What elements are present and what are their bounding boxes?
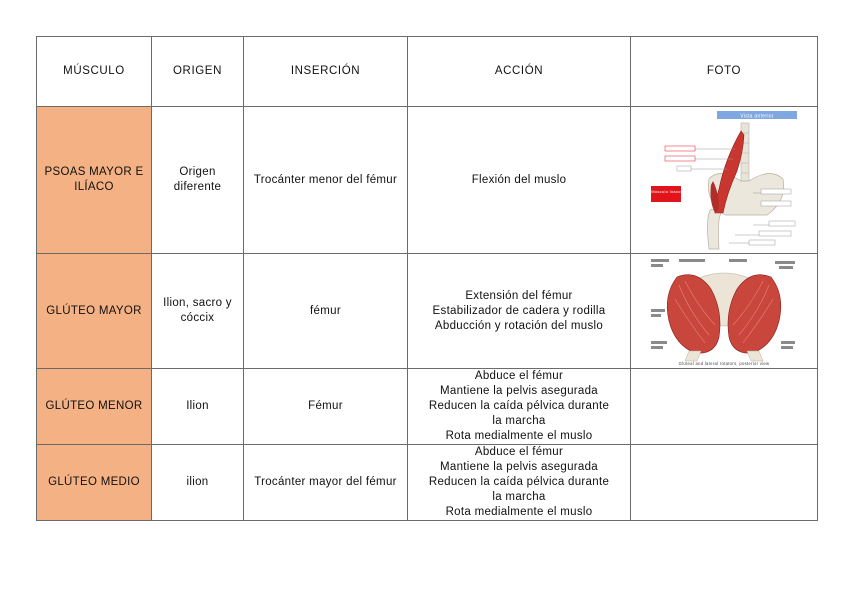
insertion-cell: Trocánter menor del fémur	[244, 107, 408, 254]
action-line: Abducción y rotación del muslo	[434, 319, 604, 332]
muscle-cell: GLÚTEO MENOR	[37, 369, 152, 445]
photo-red-label: Músculo ilíaco	[651, 188, 681, 194]
origin-cell: Ilion, sacro y cóccix	[152, 254, 244, 369]
header-action: ACCIÓN	[408, 37, 631, 107]
action-line: Rota medialmente el muslo	[445, 506, 593, 518]
photo-caption: Vista anterior	[740, 113, 774, 119]
origin-cell: Ilion	[152, 369, 244, 445]
origin-cell: ilion	[152, 445, 244, 521]
photo-cell	[631, 254, 818, 369]
photo-cell	[631, 107, 818, 254]
header-insertion: INSERCIÓN	[244, 37, 408, 107]
insertion-cell: fémur	[244, 254, 408, 369]
action-line: Abduce el fémur	[474, 370, 564, 382]
insertion-cell: Fémur	[244, 369, 408, 445]
action-line: Extensión del fémur	[465, 289, 573, 302]
header-row	[37, 37, 818, 107]
header-muscle: MÚSCULO	[37, 37, 152, 107]
photo-cell	[631, 369, 818, 445]
header-origin: ORIGEN	[152, 37, 244, 107]
action-line: Rota medialmente el muslo	[445, 430, 593, 442]
origin-cell: Origen diferente	[152, 107, 244, 254]
insertion-cell: Trocánter mayor del fémur	[244, 445, 408, 521]
photo-cell	[631, 445, 818, 521]
action-line: Abduce el fémur	[474, 446, 564, 458]
action-cell	[408, 107, 631, 254]
muscle-cell: GLÚTEO MEDIO	[37, 445, 152, 521]
action-line: Reducen la caída pélvica durante	[428, 400, 610, 412]
muscles-table	[36, 36, 818, 521]
muscle-cell: GLÚTEO MAYOR	[37, 254, 152, 369]
action-line: Mantiene la pelvis asegurada	[440, 461, 598, 473]
action-line: la marcha	[492, 415, 546, 427]
psoas-iliaco-anatomy-illustration	[649, 109, 799, 252]
gluteal-muscles-anatomy-illustration	[649, 255, 799, 367]
action-line: Mantiene la pelvis asegurada	[440, 385, 598, 397]
header-photo: FOTO	[631, 37, 818, 107]
action-line: la marcha	[492, 491, 546, 503]
action-line: Estabilizador de cadera y rodilla	[432, 304, 606, 317]
table-row	[37, 254, 818, 369]
action-cell	[408, 369, 631, 445]
action-cell	[408, 445, 631, 521]
muscle-cell: PSOAS MAYOR E ILÍACO	[37, 107, 152, 254]
action-line: Flexión del muslo	[471, 173, 567, 186]
action-cell	[408, 254, 631, 369]
table-row	[37, 369, 818, 445]
table-row	[37, 445, 818, 521]
action-line: Reducen la caída pélvica durante	[428, 476, 610, 488]
photo-caption: Gluteal and lateral rotators, posterior view	[678, 361, 770, 366]
table-row	[37, 107, 818, 254]
